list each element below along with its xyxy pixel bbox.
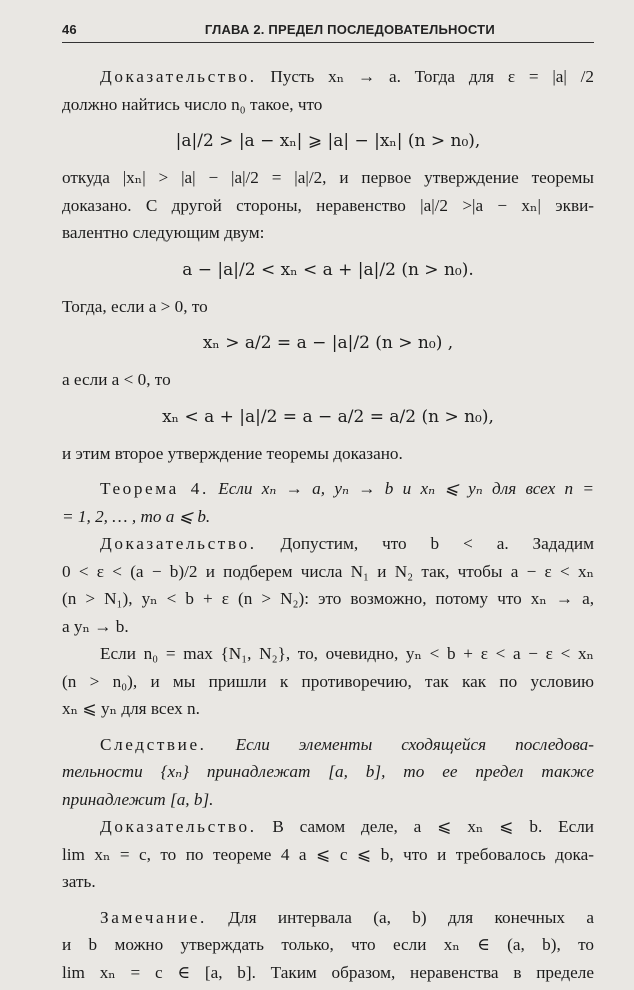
text-line — [62, 366, 594, 394]
text-line — [62, 786, 594, 814]
text-line — [62, 530, 594, 558]
line-text: 0 < ε < (a − b)/2 и подберем числа N₁ и N₂ так, чтобы a − ε < xₙ — [62, 561, 594, 581]
line-text: и b можно утверждать только, что если xₙ ∈ (a, b), то — [62, 935, 594, 954]
text-line — [62, 91, 594, 119]
paragraph-gap — [62, 723, 594, 731]
section-label: Следствие. — [100, 734, 207, 754]
section-label: Доказательство. — [100, 534, 257, 553]
line-text: принадлежит [a, b]. — [62, 789, 214, 809]
line-text: доказано. С другой стороны, неравенство |a|/2 >|a − xₙ| экви- — [62, 195, 594, 215]
text-line — [62, 440, 594, 468]
line-text: xₙ ⩽ yₙ для всех n. — [62, 699, 200, 718]
text-line — [62, 293, 594, 321]
line-text: = 1, 2, … , то a ⩽ b. — [62, 506, 211, 526]
text-line — [62, 813, 594, 841]
line-text: должно найтись число n₀ такое, что — [62, 94, 323, 114]
text-line — [62, 219, 594, 247]
display-equation: |a|/2 > |a − xₙ| ⩾ |a| − |xₙ| (n > n₀), — [175, 131, 481, 151]
text-line — [62, 959, 594, 987]
display-equation: a − |a|/2 < xₙ < a + |a|/2 (n > n₀). — [182, 259, 474, 280]
line-text: и этим второе утверждение теоремы доказано. — [62, 443, 403, 463]
text-line — [62, 904, 594, 932]
text-line — [62, 475, 594, 503]
text-line — [62, 931, 594, 959]
section-label: Доказательство. — [100, 817, 257, 836]
text-line — [62, 613, 594, 641]
text-line — [62, 192, 594, 220]
line-text: откуда |xₙ| > |a| − |a|/2 = |a|/2, и первое утверждение теоремы — [62, 168, 594, 187]
page-number: 46 — [62, 22, 77, 37]
line-text: lim xₙ = c, то по теореме 4 a ⩽ c ⩽ b, что и требовалось дока- — [62, 844, 594, 864]
paragraph-gap — [62, 896, 594, 904]
line-text: Пусть xₙ → a. Тогда для ε = |a| /2 — [256, 67, 594, 86]
text-line — [62, 640, 594, 668]
text-line — [62, 868, 594, 896]
line-text: Если n₀ = max {N₁, N₂}, то, очевидно, yₙ < b + ε < a − ε < xₙ — [100, 644, 594, 663]
paragraph-gap — [62, 467, 594, 475]
text-line — [62, 585, 594, 613]
display-equation: xₙ < a + |a|/2 = a − a/2 = a/2 (n > n₀), — [162, 406, 494, 427]
text-line — [62, 841, 594, 869]
running-title: ГЛАВА 2. ПРЕДЕЛ ПОСЛЕДОВАТЕЛЬНОСТИ — [204, 22, 495, 37]
text-line — [62, 668, 594, 696]
line-text: Если элементы сходящейся последова- — [206, 734, 594, 754]
line-text: Если xₙ → a, yₙ → b и xₙ ⩽ yₙ для всех n = — [208, 479, 595, 498]
page-header — [62, 22, 594, 43]
text-line — [62, 63, 594, 91]
section-label: Доказательство. — [100, 67, 257, 86]
section-label: Теорема 4. — [100, 479, 209, 498]
text-line — [62, 695, 594, 723]
line-text: Для интервала (a, b) для конечных a — [206, 907, 594, 927]
line-text: Тогда, если a > 0, то — [62, 296, 208, 316]
section-label: Замечание. — [100, 907, 207, 927]
line-text: (n > N₁), yₙ < b + ε (n > N₂): это возможно, потому что xₙ → a, — [62, 589, 594, 608]
line-text: а yₙ → b. — [62, 616, 129, 636]
text-line — [62, 503, 594, 531]
line-text: (n > n₀), и мы пришли к противоречию, так как по условию — [62, 671, 594, 691]
line-text: тельности {xₙ} принадлежат [a, b], то ее предел также — [62, 762, 594, 781]
text-line — [62, 731, 594, 759]
text-line — [62, 758, 594, 786]
text-line — [62, 558, 594, 586]
line-text: а если a < 0, то — [62, 370, 171, 389]
display-equation: xₙ > a/2 = a − |a|/2 (n > n₀) , — [202, 333, 454, 353]
line-text: валентно следующим двум: — [62, 223, 265, 242]
line-text: зать. — [62, 872, 96, 891]
text-line — [62, 164, 594, 192]
line-text: В самом деле, a ⩽ xₙ ⩽ b. Если — [256, 817, 594, 836]
body-text — [62, 63, 594, 986]
line-text: Допустим, что b < a. Зададим — [256, 534, 594, 553]
line-text: lim xₙ = c ∈ [a, b]. Таким образом, неравенства в пределе — [62, 962, 594, 982]
